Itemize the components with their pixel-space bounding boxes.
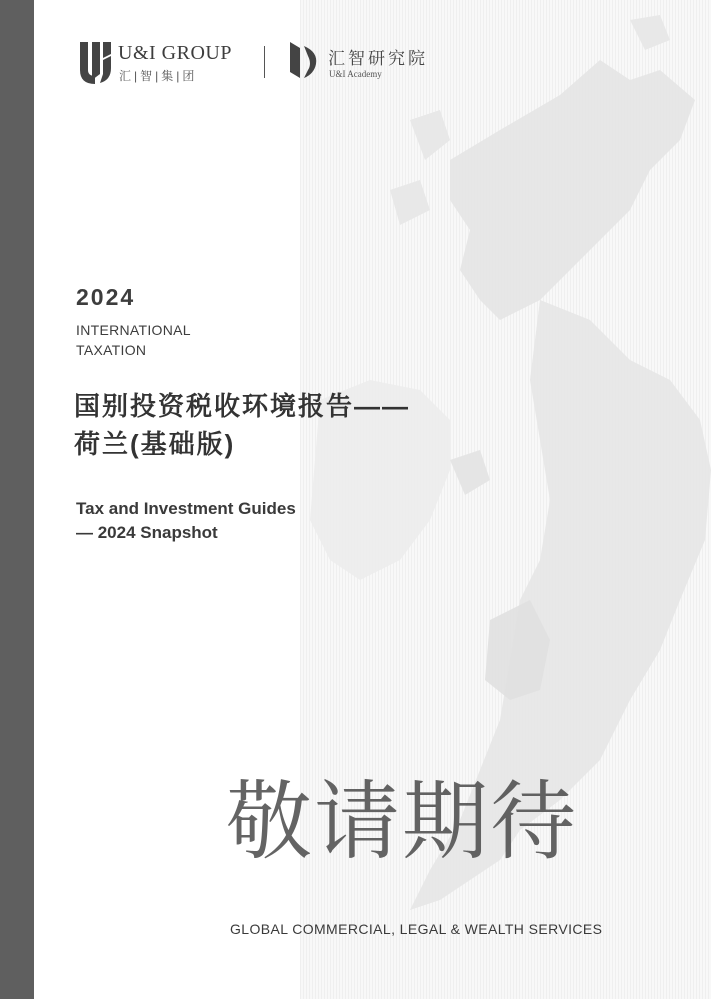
report-title-cn — [74, 387, 410, 463]
report-title-en-line1: Tax and Investment Guides — [76, 499, 296, 518]
report-year: 2024 — [76, 284, 136, 310]
u-and-i-logo-icon — [78, 40, 112, 84]
report-category-line1: INTERNATIONAL — [76, 322, 191, 338]
academy-name-cn: 汇智研究院 — [328, 49, 428, 68]
report-category-line2: TAXATION — [76, 342, 147, 358]
academy-name-en: U&I Academy — [329, 69, 382, 79]
brand-name-cn: 汇|智|集|团 — [119, 69, 198, 83]
academy-logo-icon — [288, 40, 318, 80]
logo-divider — [264, 46, 265, 78]
report-title-cn-line1: 国别投资税收环境报告—— — [74, 391, 411, 421]
side-bar — [0, 0, 34, 999]
report-category — [76, 320, 191, 360]
report-title-en-line2: — 2024 Snapshot — [76, 523, 218, 542]
services-tagline: GLOBAL COMMERCIAL, LEGAL & WEALTH SERVICES — [230, 921, 603, 937]
coming-soon-text: 敬请期待 — [226, 772, 578, 872]
report-title-en — [76, 497, 296, 545]
brand-name-en: U&I GROUP — [118, 42, 232, 64]
report-title-cn-line2: 荷兰(基础版) — [74, 429, 236, 459]
